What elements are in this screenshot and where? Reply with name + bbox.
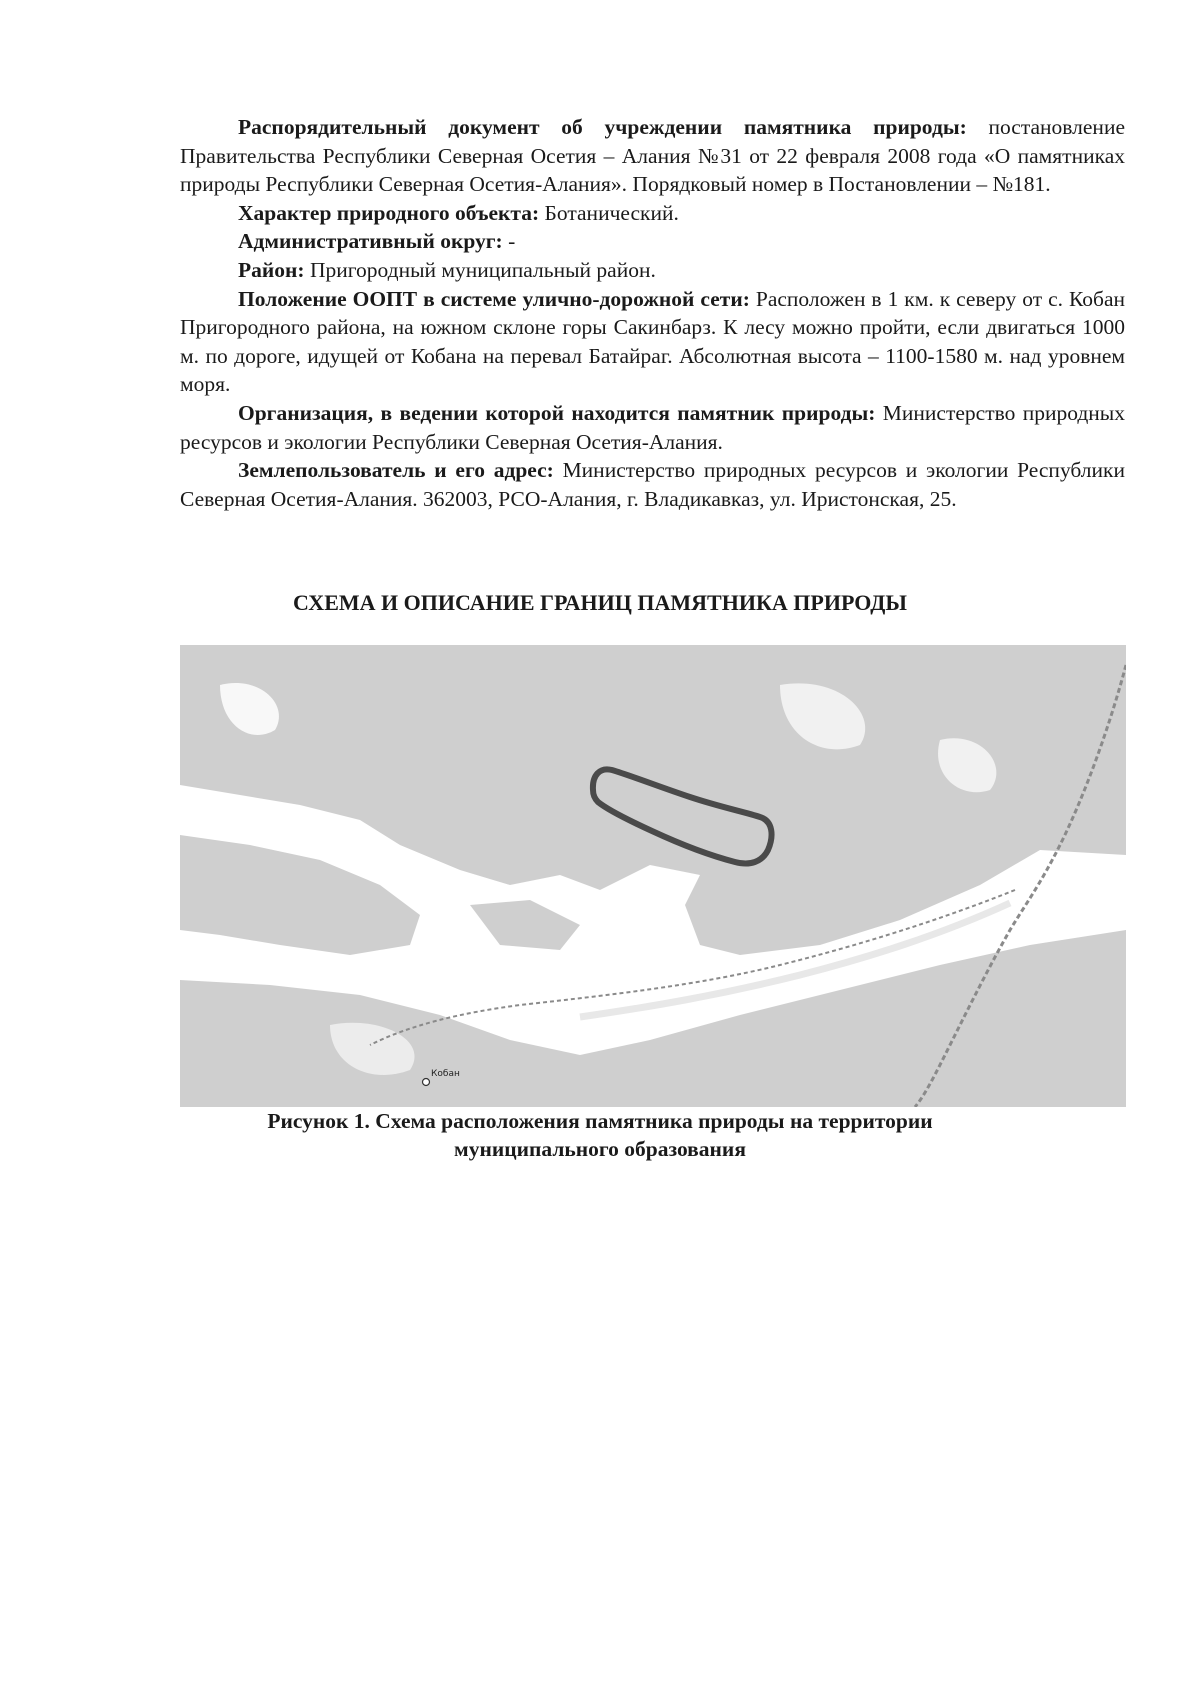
paragraph-text: Министерство природных ресурсов и экологии Республики Северная Осетия-Алания. [180, 400, 1126, 454]
paragraph-label: Административный округ: [238, 229, 503, 254]
paragraph-label: Район: [238, 257, 305, 282]
paragraph-label: Положение ООПТ в системе улично-дорожной сети: [238, 286, 750, 311]
paragraph-text: Ботанический. [539, 200, 679, 225]
paragraph-label: Землепользователь и его адрес: [238, 458, 554, 483]
paragraph-text: Министерство природных ресурсов и экологии Республики Северная Осетия-Алания. 362003, РСО-Алания, г. Владикавказ, ул. Иристонская, 25. [180, 458, 1125, 511]
document-body [180, 113, 1125, 513]
caption-line: Рисунок 1. Схема расположения памятника природы на территории [267, 1109, 933, 1133]
paragraph-decree [180, 113, 1125, 199]
caption-line: муниципального образования [454, 1137, 746, 1161]
figure-caption [0, 1107, 1200, 1163]
map-svg [180, 645, 1126, 1107]
paragraph-admin-district [180, 227, 1125, 256]
paragraph-land-user [180, 456, 1125, 513]
village-icon [423, 1079, 430, 1086]
paragraph-text: Расположен в 1 км. к северу от с. Кобан Пригородного района, на южном склоне горы Сакинбарз. К лесу можно пройти, если двигаться 1000 м. по дороге, идущей от Кобана на перевал Батайраг. Абсолютная высота – 1100-1580 м. над уровнем моря. [180, 286, 1125, 397]
paragraph-text: - [502, 229, 516, 254]
village-label: Кобан [431, 1069, 460, 1079]
paragraph-label: Организация, в ведении которой находится памятник природы: [238, 400, 876, 425]
location-map [180, 645, 1126, 1107]
paragraph-object-type [180, 199, 1125, 228]
paragraph-label: Характер природного объекта: [238, 200, 540, 225]
paragraph-label: Распорядительный документ об учреждении памятника природы: [238, 115, 967, 139]
paragraph-location [180, 285, 1125, 399]
paragraph-text: Пригородный муниципальный район. [304, 257, 656, 282]
section-heading: СХЕМА И ОПИСАНИЕ ГРАНИЦ ПАМЯТНИКА ПРИРОДЫ [292, 590, 908, 615]
paragraph-organization [180, 399, 1125, 456]
paragraph-text: постановление Правительства Республики Северная Осетия – Алания №31 от 22 февраля 2008 года «О памятниках природы Республики Северная Осетия-Алания». Порядковый номер в Постановлении – №181. [180, 115, 1125, 197]
paragraph-district [180, 256, 1125, 285]
